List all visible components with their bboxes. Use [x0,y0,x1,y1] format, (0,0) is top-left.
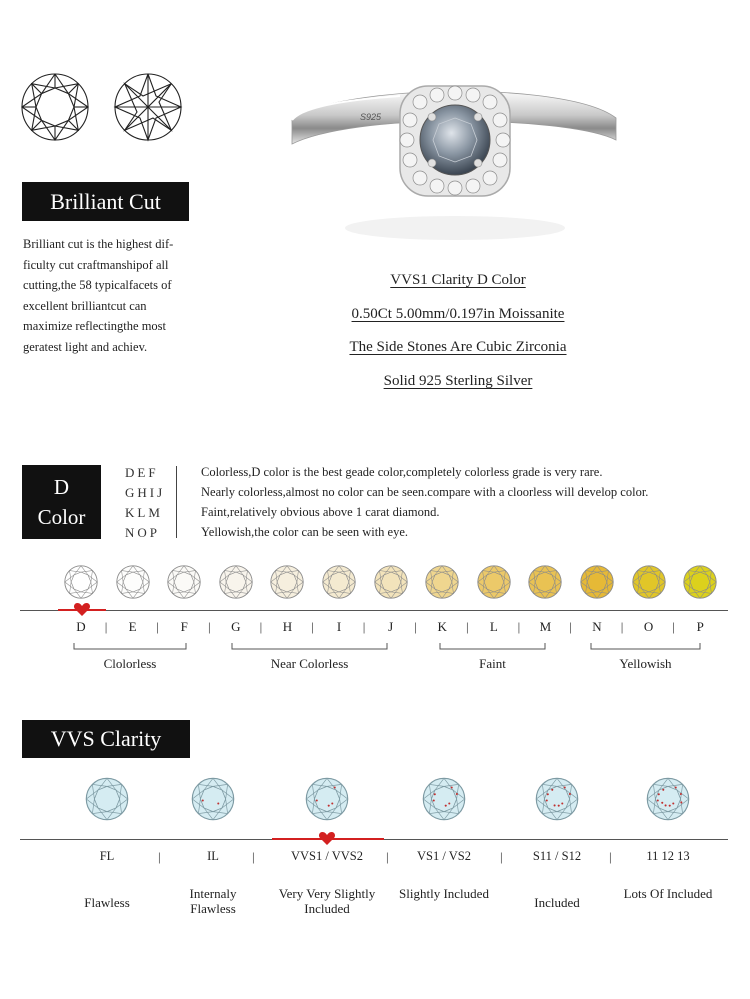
color-gem-i-icon [321,564,357,600]
ring-image [280,78,630,248]
clarity-separator: | [609,849,612,864]
clarity-gem-2-icon [304,776,350,822]
letter-separator: | [672,619,675,634]
color-gem-l-icon [476,564,512,600]
color-letter-e: E [128,619,137,634]
letter-separator: | [311,619,314,634]
color-scale-line [20,610,728,611]
color-letter-g: G [231,619,241,634]
clarity-gem-5-icon [645,776,691,822]
grade-desc-ghij: Nearly colorless,almost no color can be seen.compare with a cloorless will develop color. [201,485,649,499]
group-label-faint: Faint [479,656,506,671]
grade-desc-def: Colorless,D color is the best geade color,completely colorless grade is very rare. [201,465,603,479]
clarity-label-2: Very Very Slightly Included [278,886,376,916]
clarity-label-row [0,886,750,926]
color-letter-d: D [76,619,86,634]
clarity-separator: | [386,849,389,864]
brilliant-cut-title: Brilliant Cut [22,182,189,221]
color-gem-p-icon [682,564,718,600]
color-gem-h-icon [269,564,305,600]
clarity-label-5: Lots Of Included [623,886,713,901]
ring-stamp: S925 [360,112,382,122]
clarity-code-2: VVS1 / VVS2 [290,849,363,863]
color-letter-m: M [539,619,552,634]
clarity-label-4: Included [534,895,580,910]
color-letter-f: F [180,619,188,634]
grade-code-def: DEF [125,465,159,480]
letter-separator: | [569,619,572,634]
grade-code-klm: KLM [125,505,163,520]
color-gem-d-icon [63,564,99,600]
color-letter-row [0,619,750,639]
spec-sterling-silver: Solid 925 Sterling Silver [383,373,533,389]
clarity-label-1: Internaly Flawless [189,886,237,916]
clarity-gem-1-icon [190,776,236,822]
clarity-gem-row [0,776,750,826]
vvs-clarity-title: VVS Clarity [22,720,190,758]
letter-separator: | [208,619,211,634]
clarity-separator: | [252,849,255,864]
color-gem-g-icon [218,564,254,600]
color-gem-e-icon [115,564,151,600]
d-color-badge-word: Color [37,505,86,529]
grade-code-ghij: GHIJ [125,485,166,500]
grade-divider [176,466,177,538]
clarity-gem-3-icon [421,776,467,822]
color-letter-h: H [282,619,293,634]
spec-clarity-color: VVS1 Clarity D Color [390,272,526,288]
clarity-code-1: IL [207,849,219,863]
color-gem-j-icon [373,564,409,600]
clarity-selected-heart-icon [318,832,336,846]
clarity-code-5: 11 12 13 [646,849,690,863]
selected-heart-icon [73,603,91,617]
d-color-badge-letter: D [53,475,70,499]
clarity-separator: | [500,849,503,864]
brilliant-cut-description: Brilliant cut is the highest dif-ficulty cut craftmanshipof all cutting,the 58 typicalfacets of excellent brilliantcut can maximize reflectingthe most geratest light and achiev. [23,237,174,354]
clarity-label-0: Flawless [84,895,130,910]
grade-code-nop: NOP [125,525,161,540]
spec-side-stones: The Side Stones Are Cubic Zirconia [349,339,567,355]
clarity-separator: | [158,849,161,864]
clarity-code-0: FL [99,849,115,863]
color-letter-l: L [489,619,498,634]
d-color-badge [22,465,101,539]
grade-desc-klm: Faint,relatively obvious above 1 carat diamond. [201,505,440,519]
color-letter-i: I [336,619,342,634]
clarity-label-3: Slightly Included [399,886,489,901]
letter-separator: | [517,619,521,634]
color-letter-n: N [592,619,602,634]
group-label-near-colorless: Near Colorless [270,656,349,671]
spec-moissanite-size: 0.50Ct 5.00mm/0.197in Moissanite [351,306,565,322]
letter-separator: | [362,619,366,634]
color-gem-f-icon [166,564,202,600]
color-gem-o-icon [631,564,667,600]
letter-separator: | [104,619,108,634]
color-gem-k-icon [424,564,460,600]
brilliant-cut-top-view-icon [20,72,90,142]
letter-separator: | [466,619,469,634]
clarity-gem-4-icon [534,776,580,822]
letter-separator: | [156,619,159,634]
color-letter-j: J [388,619,394,634]
brilliant-cut-bottom-view-icon [113,72,183,142]
color-gem-n-icon [579,564,615,600]
color-gem-m-icon [527,564,563,600]
letter-separator: | [259,619,263,634]
group-brackets [0,640,750,654]
clarity-code-3: VS1 / VS2 [417,849,471,863]
color-letter-o: O [643,619,654,634]
clarity-code-4: S11 / S12 [532,849,582,863]
color-letter-k: K [437,619,447,634]
grade-desc-nop: Yellowish,the color can be seen with eye. [201,525,409,539]
group-label-yellowish: Yellowish [619,656,672,671]
letter-separator: | [414,619,417,634]
clarity-gem-0-icon [84,776,130,822]
letter-separator: | [620,619,624,634]
color-letter-p: P [696,619,704,634]
color-gem-row [0,562,750,602]
clarity-code-row [0,849,750,869]
group-label-colorless: Clolorless [103,656,157,671]
